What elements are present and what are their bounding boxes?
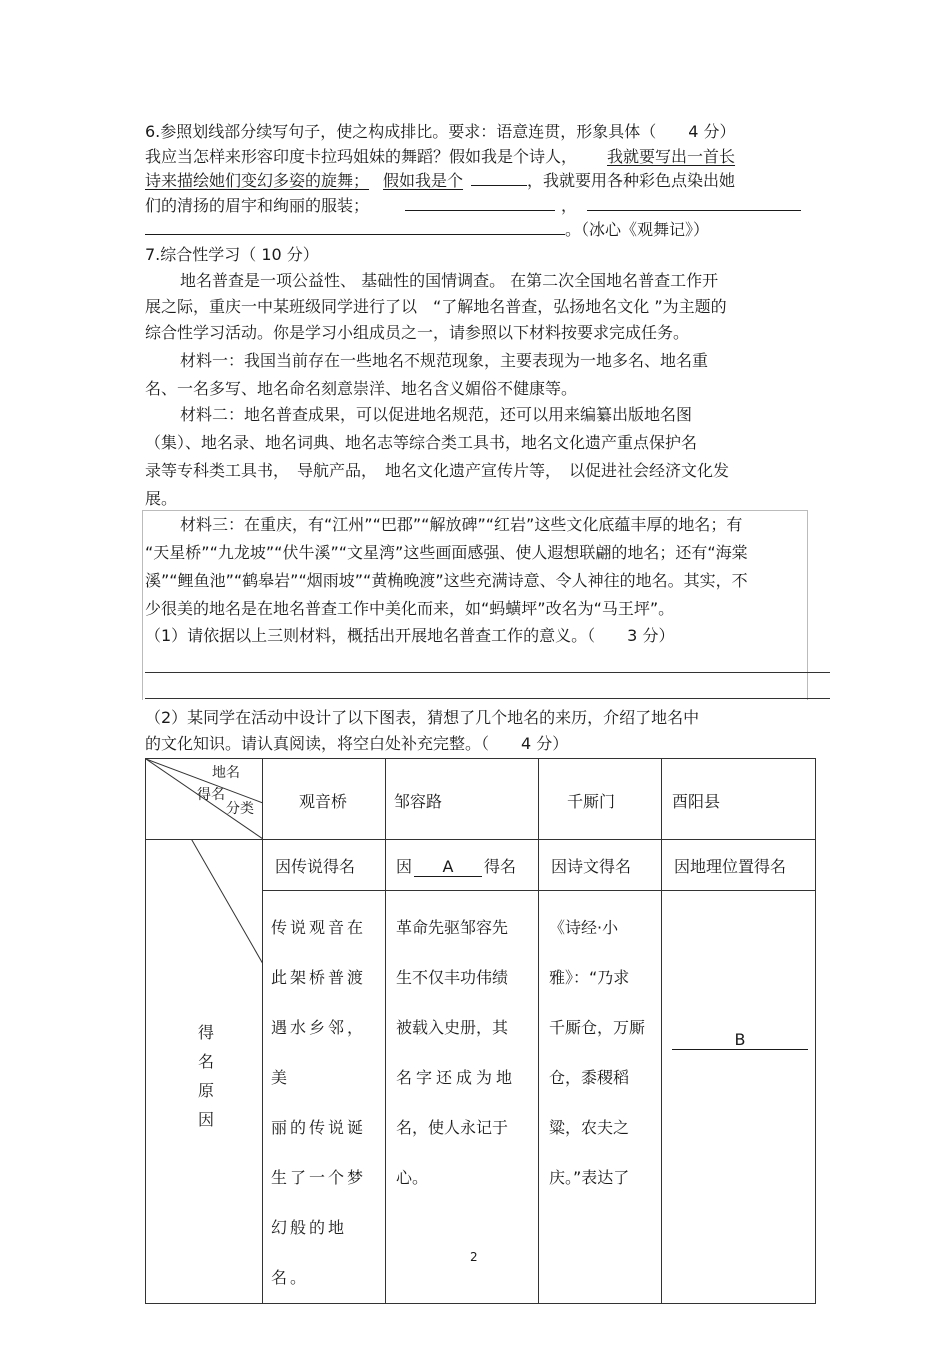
- sub-question-2-line-1: （2）某同学在活动中设计了以下图表，猜想了几个地名的来历，介绍了地名中: [145, 708, 700, 727]
- q6-line3-end: ，我就要用各种彩色点染出她: [527, 171, 736, 190]
- reason-cell-youyang-xian: [662, 891, 816, 1304]
- material-2-line-3: 录等专科类工具书， 导航产品， 地名文化遗产宣传片等， 以促进社会经济文化发: [145, 461, 730, 480]
- corner-label-place-name: 地名: [212, 765, 240, 781]
- q6-source: 。（冰心《观舞记》）: [565, 220, 710, 239]
- corner-label-naming: 得名: [197, 787, 225, 803]
- corner-label-category: 分类: [226, 801, 254, 817]
- reason-cell-qiansimen: 《诗经·小 雅》：“乃求 千厮仓，万厮 仓，黍稷稻 粱，农夫之 庆。”表达了: [539, 891, 662, 1304]
- q6-blank-2[interactable]: [405, 196, 555, 211]
- q6-line4: [145, 195, 801, 217]
- material-1-line-1: 材料一：我国当前存在一些地名不规范现象，主要表现为一地多名、地名重: [180, 351, 709, 370]
- q6-blank-1[interactable]: [471, 171, 527, 186]
- q7-intro-3: 综合性学习活动。你是学习小组成员之一，请参照以下材料按要求完成任务。: [145, 323, 690, 342]
- q6-line4-text: 们的清扬的眉宇和绚丽的服装；: [145, 196, 370, 215]
- answer-line-1[interactable]: [145, 672, 830, 673]
- q6-line2: [145, 146, 747, 168]
- material-3-line-4: 少很美的地名是在地名普查工作中美化而来，如“蚂蟥坪”改名为“马王坪”。: [145, 599, 675, 618]
- q6-line5: [145, 219, 709, 241]
- type-cell-youyang-xian: 因地理位置得名: [662, 840, 816, 891]
- blank-a[interactable]: A: [414, 857, 482, 877]
- type-cell-qiansimen: 因诗文得名: [539, 840, 662, 891]
- reason-cell-guanyinqiao: 传说观音在 此架桥普渡 遇水乡邻，美 丽的传说诞 生了一个梦 幻般的地名。: [263, 891, 386, 1304]
- q6-line4-comma: ，: [561, 196, 578, 215]
- q7-intro-2: 展之际，重庆一中某班级同学进行了以 “了解地名普查，弘扬地名文化 ”为主题的: [145, 297, 727, 316]
- col-header-zourong-lu: 邹容路: [386, 759, 539, 840]
- type-cell-guanyinqiao: 因传说得名: [263, 840, 386, 891]
- material-2-line-4: 展。: [145, 489, 178, 508]
- q6-line3-cont: 假如我是个: [383, 171, 464, 190]
- q6-blank-4[interactable]: [145, 220, 565, 235]
- q6-prompt: 6.参照划线部分续写句子，使之构成排比。要求：语意连贯，形象具体（ 4 分）: [145, 122, 736, 141]
- material-3-line-1: 材料三：在重庆，有“江州”“巴郡”“解放碑”“红岩”这些文化底蕴丰厚的地名；有: [180, 515, 743, 534]
- material-3-box-left: [142, 510, 143, 700]
- row-label-cell: [146, 840, 263, 1304]
- material-2-line-1: 材料二：地名普查成果，可以促进地名规范，还可以用来编纂出版地名图: [180, 405, 693, 424]
- q7-title: 7.综合性学习（ 10 分）: [145, 245, 319, 264]
- answer-line-2[interactable]: [145, 698, 830, 699]
- reason-cell-zourong-lu: 革命先驱邹容先 生不仅丰功伟绩 被载入史册，其 名字还成为地 名，使人永记于 心。: [386, 891, 539, 1304]
- q6-underlined-1: 我就要写出一首长: [607, 147, 736, 166]
- material-3-line-3: 溪”“鲤鱼池”“鹤皋岩”“烟雨坡”“黄桷晚渡”这些充满诗意、令人神往的地名。其实，不: [145, 571, 748, 590]
- material-3-line-2: “天星桥”“九龙坡”“伏牛溪”“文星湾”这些画面感强、使人遐想联翩的地名；还有“海棠: [145, 543, 748, 562]
- place-name-table: [145, 758, 816, 1304]
- sub-question-1: （1）请依据以上三则材料，概括出开展地名普查工作的意义。（ 3 分）: [145, 626, 675, 645]
- q6-line3: [145, 170, 735, 192]
- type-cell-zourong-lu: 因 A 得名: [386, 840, 539, 891]
- col-header-youyang-xian: 酉阳县: [662, 759, 816, 840]
- q6-blank-3[interactable]: [587, 196, 801, 211]
- sub-question-2-line-2: 的文化知识。请认真阅读，将空白处补充完整。（ 4 分）: [145, 734, 569, 753]
- blank-b[interactable]: B: [672, 1031, 808, 1050]
- material-2-line-2: （集）、地名录、地名词典、地名志等综合类工具书，地名文化遗产重点保护名: [145, 433, 698, 452]
- corner-diagonal-lower: [146, 840, 263, 1188]
- material-1-line-2: 名、一名多写、地名命名刻意崇洋、地名含义媚俗不健康等。: [145, 379, 578, 398]
- col-header-qiansimen: 千厮门: [539, 759, 662, 840]
- q6-line2-start: 我应当怎样来形容印度卡拉玛姐妹的舞蹈？假如我是个诗人，: [145, 147, 578, 166]
- q7-intro-1: 地名普查是一项公益性、 基础性的国情调查。 在第二次全国地名普查工作开: [180, 271, 719, 290]
- q6-underlined-2: 诗来描绘她们变幻多姿的旋舞；: [145, 171, 370, 190]
- row-label-text: 得 名 原 因: [197, 1023, 214, 1129]
- page-number: 2: [470, 1250, 478, 1264]
- col-header-guanyinqiao: 观音桥: [263, 759, 386, 840]
- material-3-box-top: [142, 510, 807, 511]
